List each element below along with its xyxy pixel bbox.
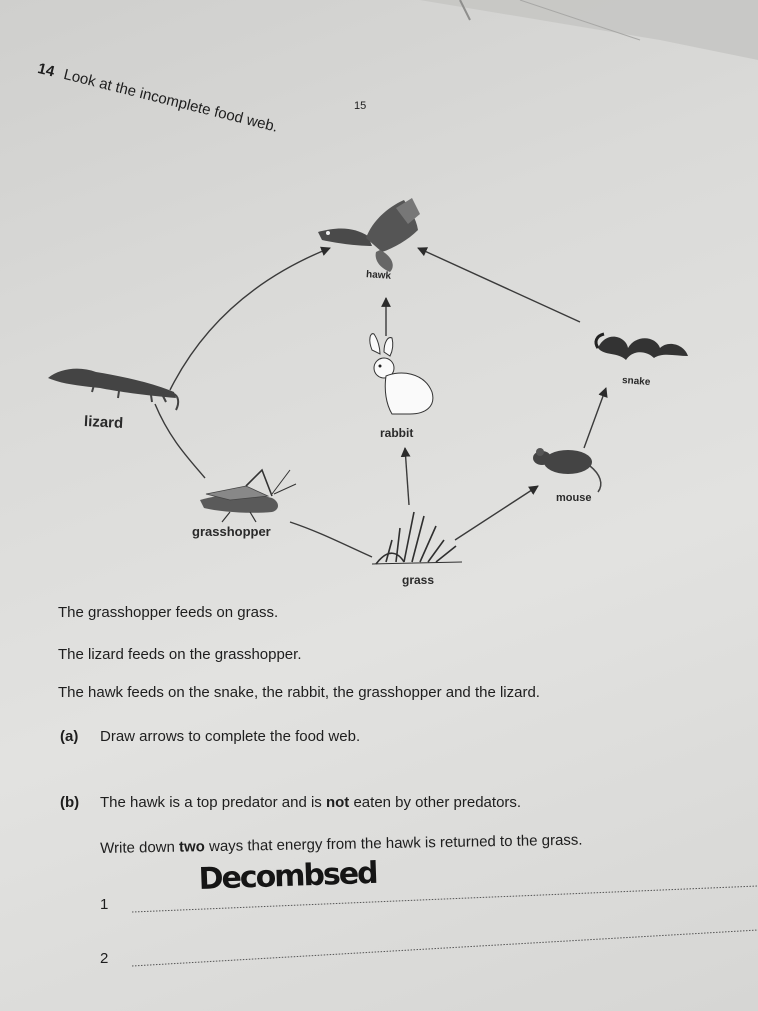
instruction-before: Write down (100, 838, 180, 857)
part-a-label: (a) (60, 728, 79, 745)
label-grass: grass (402, 573, 435, 587)
label-rabbit: rabbit (380, 426, 414, 440)
answer-2-line (132, 930, 758, 966)
answer-1-field[interactable]: Decombsed (198, 855, 378, 897)
label-snake: snake (621, 375, 651, 388)
label-mouse: mouse (556, 492, 592, 504)
answer-2-number: 2 (100, 950, 109, 967)
part-b-text-after: eaten by other predators. (349, 794, 522, 811)
label-grasshopper: grasshopper (192, 524, 271, 539)
statement-grasshopper: The grasshopper feeds on grass. (58, 604, 279, 621)
statement-lizard: The lizard feeds on the grasshopper. (58, 646, 302, 663)
answer-1-number: 1 (100, 896, 109, 913)
question-intro: Look at the incomplete food web. (61, 66, 280, 136)
question-number: 14 (35, 60, 57, 81)
instruction-after: ways that energy from the hawk is returned to the grass. (204, 831, 583, 856)
page-number: 15 (354, 100, 367, 112)
part-b-text-before: The hawk is a top predator and is (100, 794, 326, 811)
part-a-text: Draw arrows to complete the food web. (100, 728, 361, 745)
label-hawk: hawk (365, 269, 392, 282)
part-b-label: (b) (60, 794, 80, 811)
label-lizard: lizard (83, 412, 124, 433)
statement-hawk: The hawk feeds on the snake, the rabbit, the grasshopper and the lizard. (58, 684, 540, 701)
part-b-text-bold: not (325, 794, 350, 811)
instruction-bold: two (178, 838, 206, 856)
